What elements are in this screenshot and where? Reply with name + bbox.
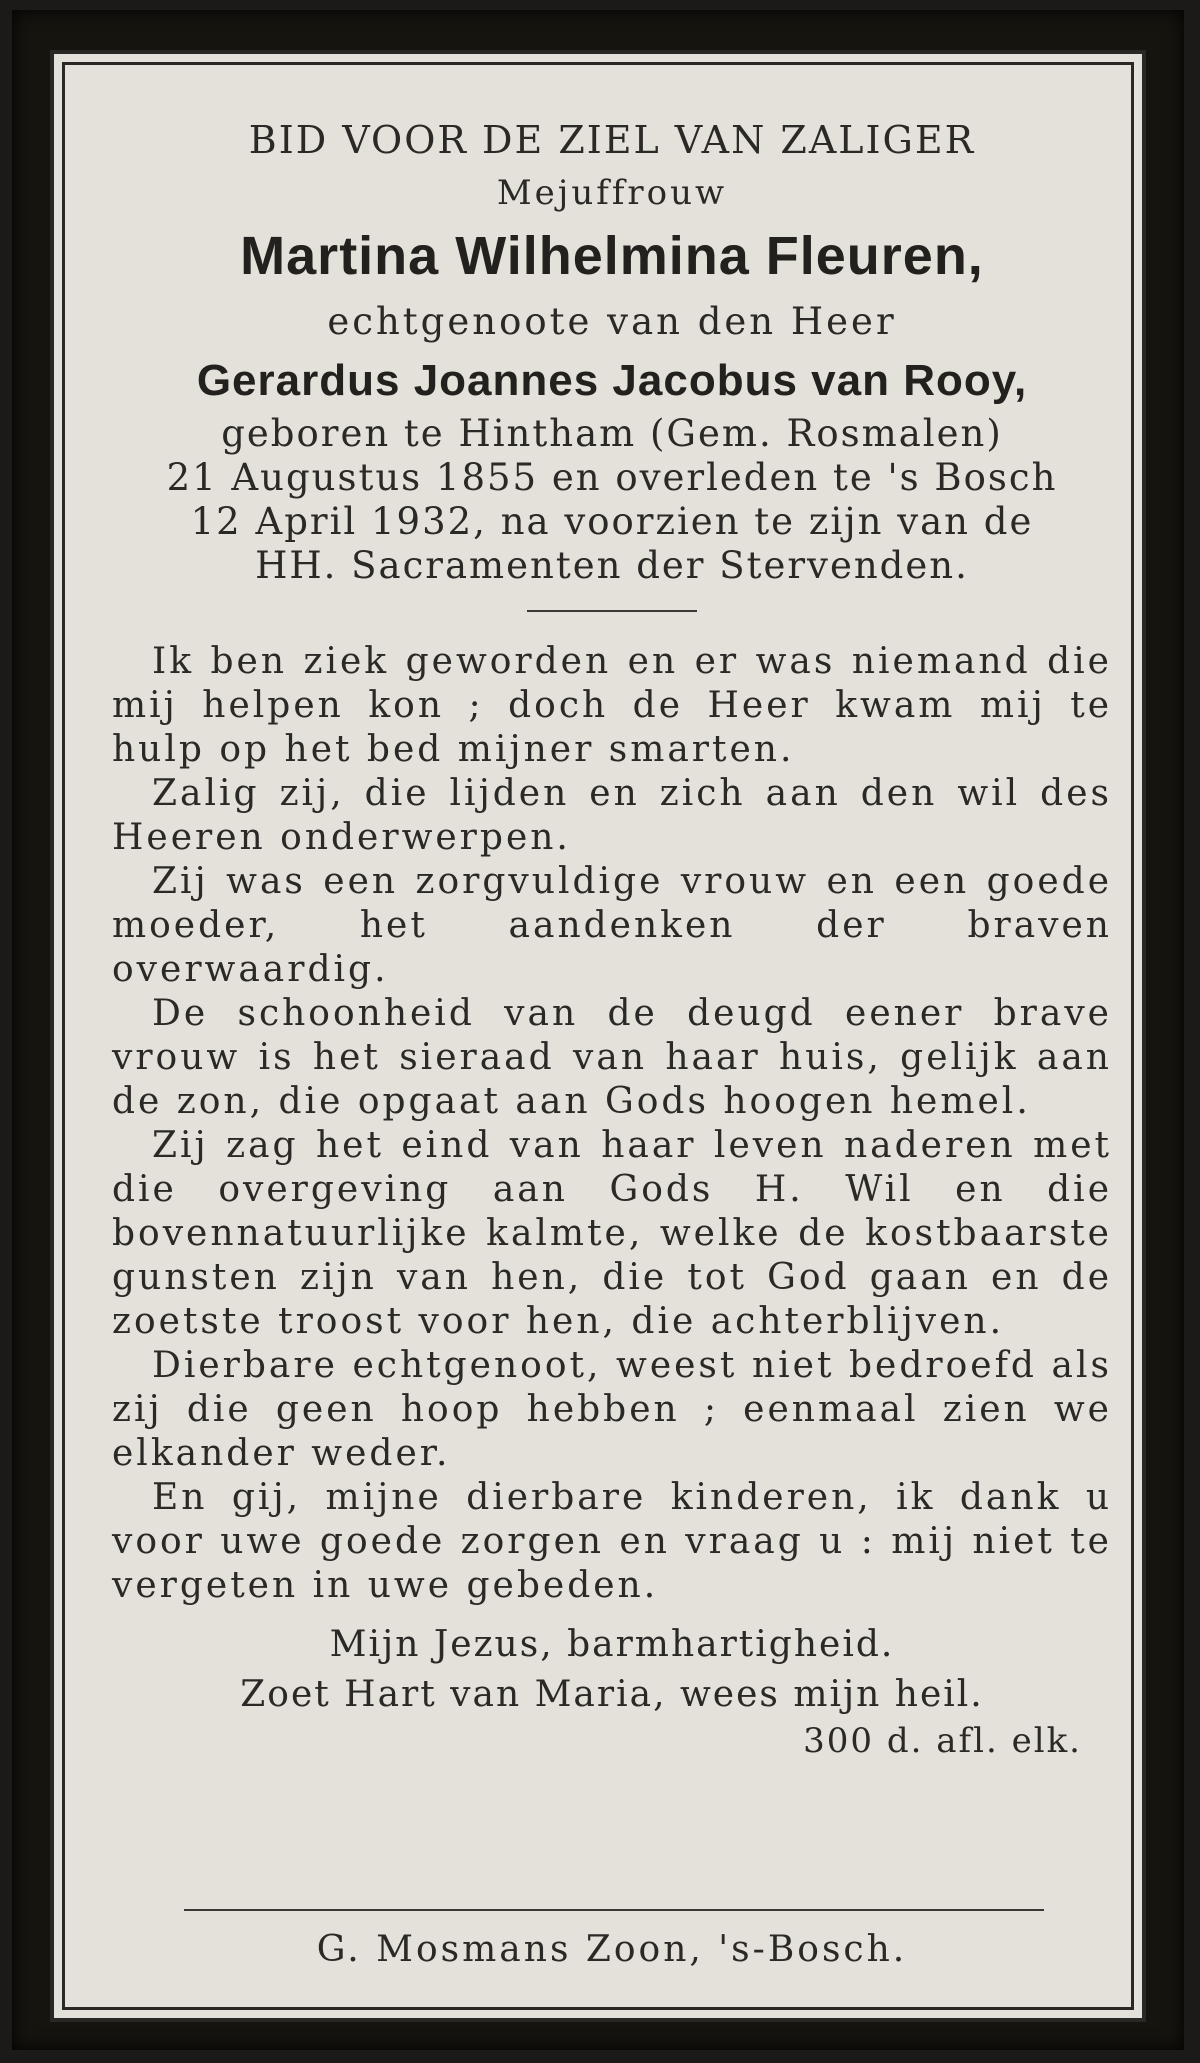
- verse-paragraph: Dierbare echtgenoot, weest niet bedroefd als zij die geen hoop hebben ; eenmaal zien we elkander weder.: [112, 1345, 1112, 1474]
- birth-line: 12 April 1932, na voorzien te zijn van de: [190, 500, 1034, 543]
- memorial-card: [50, 50, 1146, 2022]
- card-text: [112, 112, 1112, 1764]
- verse-paragraph: De schoonheid van de deugd eener brave vrouw is het sieraad van haar huis, gelijk aan de zon, die opgaat aan Gods hoogen hemel.: [112, 993, 1112, 1122]
- birth-line: geboren te Hintham (Gem. Rosmalen): [221, 412, 1003, 455]
- prayer-header: BID VOOR DE ZIEL VAN ZALIGER: [248, 118, 976, 162]
- birth-death-details: [112, 412, 1112, 588]
- birth-line: HH. Sacramenten der Stervenden.: [255, 544, 969, 587]
- verse-paragraph: Zij was een zorgvuldige vrouw en een goede moeder, het aandenken der braven overwaardig.: [112, 861, 1112, 990]
- verse-paragraph: Zalig zij, die lijden en zich aan den wil des Heeren onderwerpen.: [112, 773, 1112, 858]
- divider-long: [184, 1909, 1044, 1911]
- divider-short: [527, 610, 697, 612]
- title-prefix: Mejuffrouw: [496, 173, 728, 213]
- deceased-name: Martina Wilhelmina Fleuren,: [240, 226, 984, 286]
- indulgence-note: 300 d. afl. elk.: [803, 1721, 1082, 1761]
- verse-paragraph: En gij, mijne dierbare kinderen, ik dank u voor uwe goede zorgen en vraag u : mij niet te vergeten in uwe gebeden.: [112, 1477, 1112, 1606]
- verse-paragraph: Zij zag het eind van haar leven naderen met die overgeving aan Gods H. Wil en die bovennatuurlijke kalmte, welke de kostbaarste gunsten zijn van hen, die tot God gaan en de zoetste troost voor hen, die achterblijven.: [112, 1125, 1112, 1342]
- printer-credit: G. Mosmans Zoon, 's-Bosch.: [316, 1929, 908, 1970]
- verse-paragraph: Ik ben ziek geworden en er was niemand die mij helpen kon ; doch de Heer kwam mij te hulp op het bed mijner smarten.: [112, 641, 1112, 770]
- birth-line: 21 Augustus 1855 en overleden te 's Bosch: [166, 456, 1058, 499]
- ejaculation-jezus: Mijn Jezus, barmhartigheid.: [329, 1624, 895, 1665]
- ejaculation-maria: Zoet Hart van Maria, wees mijn heil.: [240, 1674, 984, 1715]
- spouse-name: Gerardus Joannes Jacobus van Rooy,: [196, 356, 1028, 405]
- verses: [112, 640, 1112, 1608]
- spouse-intro: echtgenoote van den Heer: [327, 300, 897, 343]
